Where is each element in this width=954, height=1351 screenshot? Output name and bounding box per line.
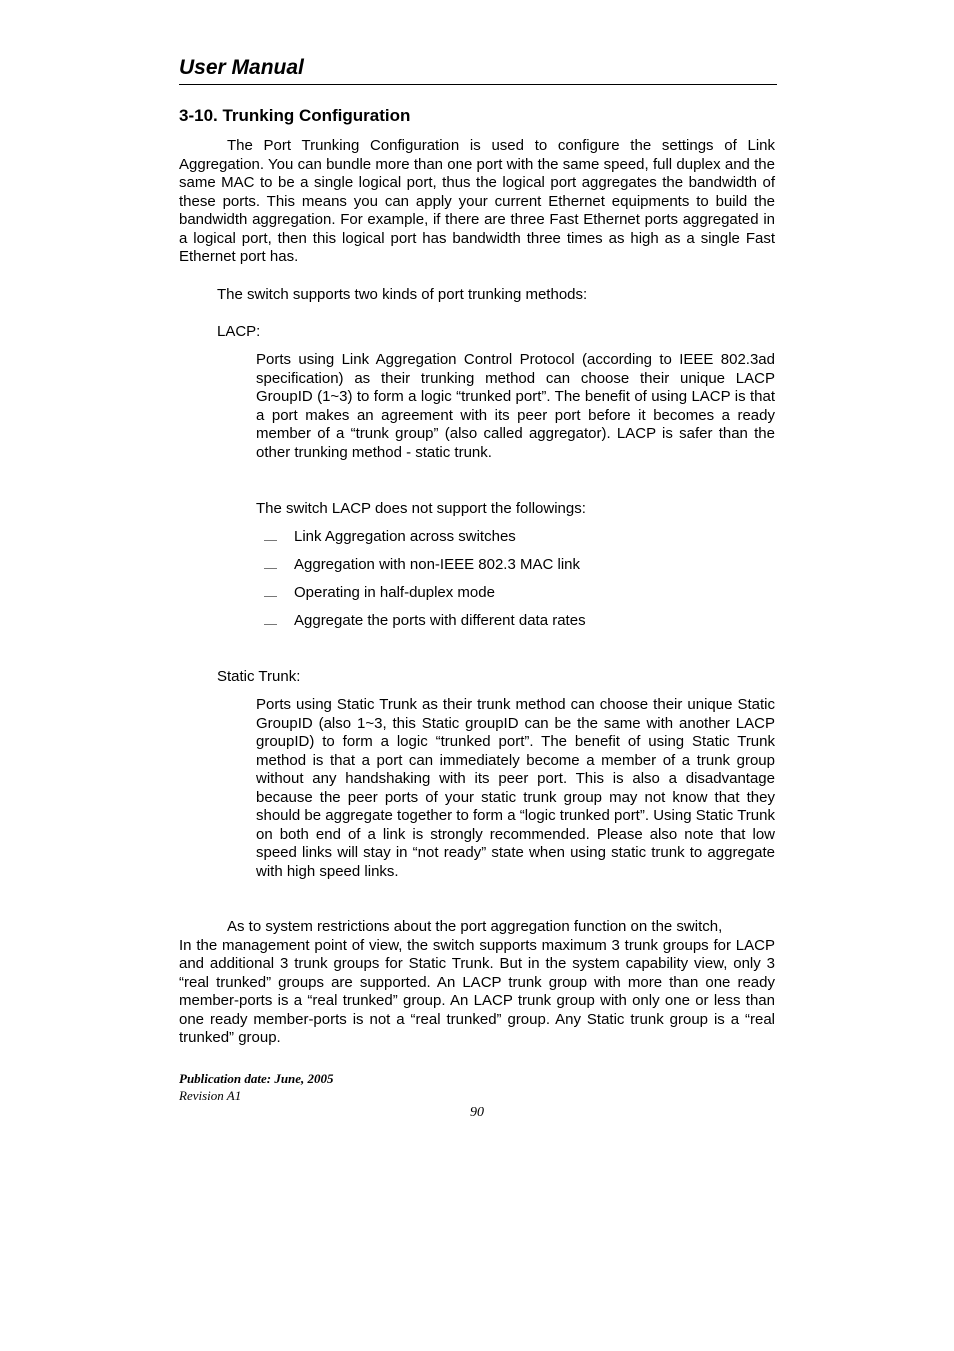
lacp-unsupported-list [264,528,775,640]
revision-label: Revision A1 [179,1088,242,1103]
static-trunk-description: Ports using Static Trunk as their trunk method can choose their unique Static GroupID (also 1~3, this Static groupID can be the same with another LACP groupID) to form a logic “trunked port”. The benefit of using Static Trunk method is that a port can immediately become a member of a trunk group without any handshaking with its peer port. This is also a disadvantage because the peer ports of your static trunk group may not know that they should be aggregate together to form a “logic trunked port”. Using Static Trunk on both end of a link is strongly recommended. Please also note that low speed links will stay in “not ready” state when using static trunk to aggregate with high speed links. [256,696,775,880]
dash-bullet-icon [264,624,277,625]
intro-paragraph: The Port Trunking Configuration is used to configure the settings of Link Aggregation. You can bundle more than one port with the same speed, full duplex and the same MAC to be a single logical port, thus the logical port aggregates the bandwidth of these ports. This means you can apply your current Ethernet equipments to build the bandwidth aggregation. For example, if there are three Fast Ethernet ports aggregated in a logical port, then this logical port has bandwidth three times as high as a single Fast Ethernet port has. [179,137,775,265]
publication-date: Publication date: June, 2005 [179,1071,334,1086]
dash-bullet-icon [264,596,277,597]
restrictions-text: In the management point of view, the switch supports maximum 3 trunk groups for LACP and additional 3 trunk groups for Static Trunk. But in the system capability view, only 3 “real trunked” groups are supported. An LACP trunk group with more than one ready member-ports is a “real trunked” group. An LACP trunk group with only one or less than one ready member-ports is not a “real trunked” group. Any Static trunk group is a “real trunked” group. [179,936,775,1046]
dash-bullet-icon [264,540,277,541]
list-item [264,556,775,584]
lacp-label: LACP: [217,323,261,340]
dash-bullet-icon [264,568,277,569]
list-item [264,584,775,612]
page-header-title: User Manual [179,56,304,79]
restrictions-paragraph [179,918,775,1048]
static-trunk-label: Static Trunk: [217,668,301,685]
list-item-text: Aggregate the ports with different data rates [294,612,586,629]
list-item-text: Aggregation with non-IEEE 802.3 MAC link [294,556,580,573]
section-heading: 3-10. Trunking Configuration [179,106,411,125]
methods-intro: The switch supports two kinds of port trunking methods: [217,286,588,303]
lacp-description: Ports using Link Aggregation Control Protocol (according to IEEE 802.3ad specification) as their trunking method can choose their unique LACP GroupID (1~3) to form a logic “trunked port”. The benefit of using LACP is that a port makes an agreement with its peer port before it becomes a ready member of a “trunk group” (also called aggregator). LACP is safer than the other trunking method - static trunk. [256,351,775,461]
list-item [264,612,775,640]
lacp-unsupported-intro: The switch LACP does not support the followings: [256,500,586,517]
restrictions-first-line: As to system restrictions about the port aggregation function on the switch, [227,918,723,935]
page-number: 90 [470,1105,484,1120]
header-divider [179,84,777,85]
list-item [264,528,775,556]
list-item-text: Link Aggregation across switches [294,528,516,545]
list-item-text: Operating in half-duplex mode [294,584,495,601]
